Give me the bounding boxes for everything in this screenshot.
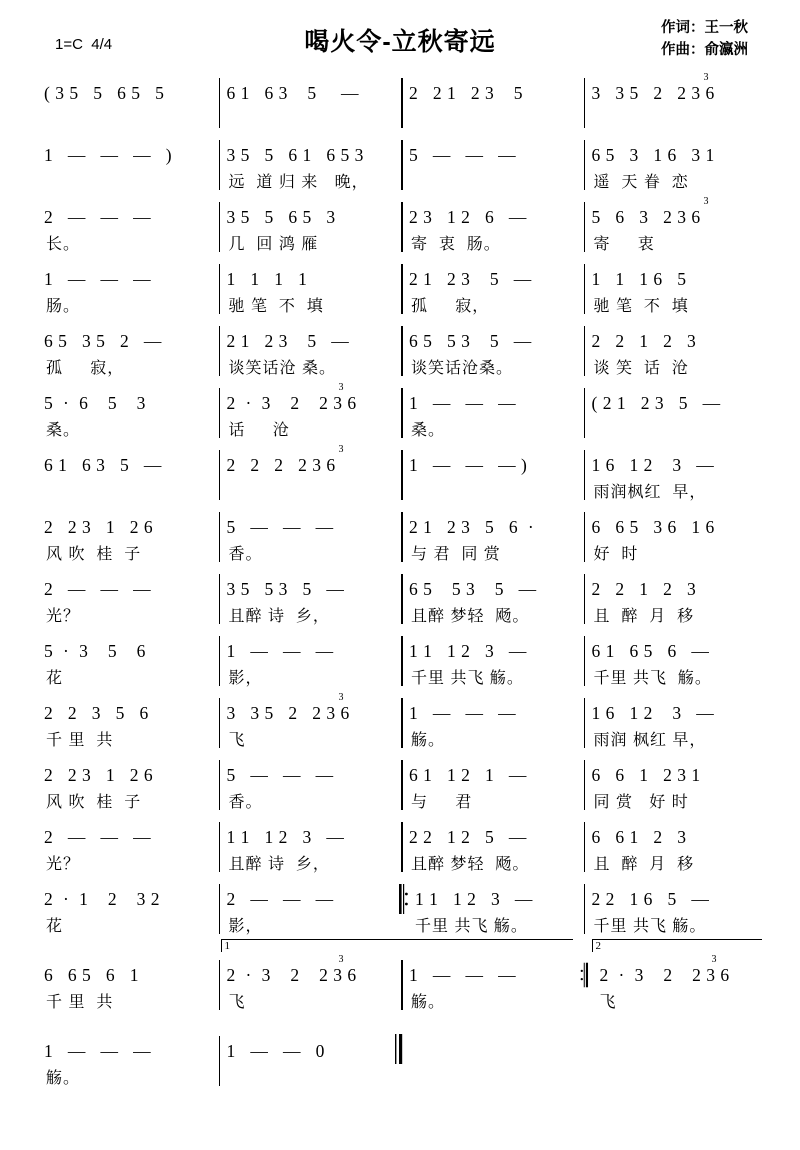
lyric-line: 千里 共飞 觞。 bbox=[411, 669, 524, 687]
measure bbox=[584, 818, 767, 880]
measure bbox=[584, 880, 767, 942]
lyric-line: 觞。 bbox=[46, 1069, 81, 1087]
lyric-line: 光？ bbox=[46, 855, 81, 873]
note-line: 2 — — — bbox=[226, 889, 334, 909]
note-line: 6 6 1 2 3 bbox=[591, 827, 687, 847]
measure bbox=[219, 570, 402, 632]
lyric-line bbox=[219, 476, 402, 504]
lyric-line bbox=[584, 1062, 767, 1090]
measure bbox=[219, 198, 402, 260]
note-line: 6 5 5 3 5 — bbox=[409, 331, 532, 351]
note-line: 1 1 1 6 5 bbox=[591, 269, 687, 289]
note-line: 6 6 5 6 1 bbox=[44, 965, 139, 985]
lyric-line: 遥 天 眷 恋 bbox=[593, 173, 689, 191]
lyric-line: 千里 共飞 觞。 bbox=[415, 917, 528, 935]
staff-row bbox=[36, 880, 766, 942]
lyric-line: 谈笑话沧桑。 bbox=[411, 359, 514, 377]
credits bbox=[661, 18, 748, 62]
staff-row bbox=[36, 136, 766, 198]
measure bbox=[584, 136, 767, 198]
measure bbox=[219, 384, 402, 446]
note-line: 1 — — — ) bbox=[409, 455, 528, 475]
lyricist: 作词：王一秋 bbox=[661, 20, 748, 36]
measure bbox=[36, 446, 219, 508]
measure bbox=[36, 508, 219, 570]
note-line: 5 — — — bbox=[409, 145, 517, 165]
lyric-line: 影， bbox=[228, 669, 263, 687]
note-line: ( 3 5 5 6 5 5 bbox=[44, 83, 165, 103]
note-line: 2 1 2 3 5 — bbox=[226, 331, 350, 351]
note-line: 2 2 3 1 2 6 bbox=[44, 765, 154, 785]
measure bbox=[219, 694, 402, 756]
lyric-line: 飞 bbox=[228, 993, 246, 1011]
measure bbox=[219, 756, 402, 818]
triplet-mark: 3 bbox=[711, 954, 717, 965]
measure bbox=[219, 322, 402, 384]
note-line: 1 6 1 2 3 — bbox=[591, 455, 715, 475]
note-line: 3 3 5 2 2 3 6 bbox=[591, 83, 715, 103]
measure bbox=[36, 260, 219, 322]
lyric-line bbox=[401, 1062, 584, 1090]
note-line: 6 1 6 3 5 — bbox=[44, 455, 162, 475]
note-line: 2 2 1 2 5 — bbox=[409, 827, 527, 847]
repeat-start-icon bbox=[399, 882, 408, 916]
volta-1: 1 bbox=[221, 939, 573, 952]
sheet-header bbox=[0, 0, 800, 70]
lyric-line: 且醉 诗 乡， bbox=[228, 855, 330, 873]
note-line: 5 · 3 5 6 bbox=[44, 641, 146, 661]
lyric-line: 几 回 鸿 雁 bbox=[228, 235, 319, 253]
note-line: 2 2 3 1 2 6 bbox=[44, 517, 154, 537]
measure bbox=[401, 136, 584, 198]
measure bbox=[36, 322, 219, 384]
lyric-line: 且醉 诗 乡， bbox=[228, 607, 330, 625]
staff-row bbox=[36, 74, 766, 136]
lyric-line: 飞 bbox=[599, 993, 617, 1011]
note-line: 1 1 1 2 3 — bbox=[415, 889, 533, 909]
lyric-line: 飞 bbox=[228, 731, 246, 749]
measure bbox=[584, 632, 767, 694]
staff-row bbox=[36, 198, 766, 260]
measure bbox=[584, 940, 767, 1018]
triplet-mark: 3 bbox=[338, 444, 344, 455]
note-line: 3 5 5 6 5 3 bbox=[226, 207, 336, 227]
note-line: 1 — — — bbox=[409, 703, 517, 723]
lyric-line: 雨润 枫红 早， bbox=[593, 731, 707, 749]
measure bbox=[401, 260, 584, 322]
lyric-line: 肠。 bbox=[46, 297, 81, 315]
note-line: 2 2 1 2 3 5 bbox=[409, 83, 523, 103]
measure bbox=[219, 940, 402, 1018]
measure bbox=[219, 260, 402, 322]
staff-row bbox=[36, 322, 766, 384]
measure bbox=[401, 508, 584, 570]
measure bbox=[219, 74, 402, 136]
note-line: 6 5 5 3 5 — bbox=[409, 579, 537, 599]
measure bbox=[584, 74, 767, 136]
lyric-line: 孤 寂， bbox=[411, 297, 490, 315]
lyric-line: 驰 笔 不 填 bbox=[228, 297, 324, 315]
staff-row bbox=[36, 508, 766, 570]
lyric-line bbox=[401, 104, 584, 132]
triplet-mark: 3 bbox=[338, 692, 344, 703]
lyric-line: 影， bbox=[228, 917, 263, 935]
lyric-line: 香。 bbox=[228, 793, 263, 811]
lyric-line bbox=[401, 476, 584, 504]
note-line: ( 2 1 2 3 5 — bbox=[591, 393, 721, 413]
measure bbox=[36, 818, 219, 880]
measure bbox=[401, 74, 584, 136]
note-line: 2 1 2 3 5 6 · bbox=[409, 517, 535, 537]
note-line: 6 5 3 5 2 — bbox=[44, 331, 162, 351]
note-line: 2 2 1 2 3 bbox=[591, 331, 697, 351]
measure bbox=[36, 384, 219, 446]
measure bbox=[401, 446, 584, 508]
lyric-line: 桑。 bbox=[46, 421, 81, 439]
measure bbox=[36, 198, 219, 260]
note-line: 5 6 3 2 3 6 bbox=[591, 207, 701, 227]
staff-row bbox=[36, 756, 766, 818]
measure bbox=[584, 570, 767, 632]
note-line: 2 2 1 2 3 bbox=[591, 579, 697, 599]
lyric-line: 千 里 共 bbox=[46, 993, 114, 1011]
measure bbox=[584, 446, 767, 508]
note-line: 1 — — — bbox=[409, 965, 517, 985]
volta-2: 2 bbox=[592, 939, 762, 952]
lyric-line: 觞。 bbox=[411, 993, 446, 1011]
page-title: 喝火令-立秋寄远 bbox=[304, 28, 496, 56]
staff-row bbox=[36, 446, 766, 508]
note-line: 5 · 6 5 3 bbox=[44, 393, 146, 413]
note-line: 1 — — — bbox=[226, 641, 334, 661]
note-line: 2 2 2 2 3 6 bbox=[226, 455, 336, 475]
note-line: 3 3 5 2 2 3 6 bbox=[226, 703, 350, 723]
note-line: 1 6 1 2 3 — bbox=[591, 703, 715, 723]
lyric-line: 千里 共飞 觞。 bbox=[593, 917, 707, 935]
lyric-line: 话 沧 bbox=[228, 421, 290, 439]
staff-row bbox=[36, 694, 766, 756]
measure bbox=[401, 570, 584, 632]
note-line: 2 3 1 2 6 — bbox=[409, 207, 527, 227]
note-line: 5 — — — bbox=[226, 517, 334, 537]
measure bbox=[219, 446, 402, 508]
staff-row bbox=[36, 384, 766, 446]
measure bbox=[401, 322, 584, 384]
composer: 作曲：俞瀛洲 bbox=[661, 41, 748, 58]
measure bbox=[401, 384, 584, 446]
staff-row bbox=[36, 1032, 766, 1094]
lyric-line: 好 时 bbox=[593, 545, 639, 563]
note-line: 3 5 5 3 5 — bbox=[226, 579, 345, 599]
note-line: 2 · 1 2 3 2 bbox=[44, 889, 160, 909]
note-line: 2 1 2 3 5 — bbox=[409, 269, 532, 289]
measure bbox=[584, 756, 767, 818]
measure bbox=[584, 260, 767, 322]
measure bbox=[36, 956, 219, 1018]
note-line: 2 · 3 2 2 3 6 bbox=[599, 965, 730, 985]
lyric-line bbox=[584, 104, 767, 132]
staff-row bbox=[36, 570, 766, 632]
measure bbox=[401, 880, 584, 942]
measure bbox=[401, 632, 584, 694]
lyric-line bbox=[36, 166, 219, 194]
triplet-mark: 3 bbox=[703, 72, 709, 83]
note-line: 3 5 5 6 1 6 5 3 bbox=[226, 145, 364, 165]
note-line: 1 — — 0 bbox=[226, 1041, 325, 1061]
lyric-line: 驰 笔 不 填 bbox=[593, 297, 689, 315]
lyric-line: 桑。 bbox=[411, 421, 446, 439]
staff-row bbox=[36, 632, 766, 694]
lyric-line bbox=[219, 104, 402, 132]
note-line: 6 6 5 3 6 1 6 bbox=[591, 517, 715, 537]
lyric-line: 花 bbox=[46, 917, 64, 935]
key-signature: 1=C 4/4 bbox=[55, 36, 113, 53]
note-line: 5 — — — bbox=[226, 765, 334, 785]
lyric-line: 雨润枫红 早， bbox=[593, 483, 707, 501]
lyric-line: 且 醉 月 移 bbox=[593, 855, 695, 873]
staff-row bbox=[36, 940, 766, 1018]
measure bbox=[36, 570, 219, 632]
measure bbox=[36, 74, 219, 136]
triplet-mark: 3 bbox=[338, 382, 344, 393]
measure bbox=[401, 198, 584, 260]
note-line: 1 1 1 2 3 — bbox=[409, 641, 527, 661]
lyric-line bbox=[584, 414, 767, 442]
lyric-line bbox=[36, 476, 219, 504]
lyric-line: 光？ bbox=[46, 607, 81, 625]
measure bbox=[36, 694, 219, 756]
note-line: 2 — — — bbox=[44, 207, 152, 227]
note-line: 1 — — — ) bbox=[44, 145, 173, 165]
lyric-line bbox=[219, 1062, 402, 1090]
note-line: 1 — — — bbox=[409, 393, 517, 413]
lyric-line: 与 君 bbox=[411, 793, 473, 811]
measure bbox=[584, 322, 767, 384]
note-line: 6 1 6 5 6 — bbox=[591, 641, 710, 661]
measure bbox=[401, 694, 584, 756]
lyric-line: 谈 笑 话 沧 bbox=[593, 359, 689, 377]
repeat-end-icon bbox=[580, 958, 589, 992]
note-line: 2 — — — bbox=[44, 827, 152, 847]
note-line: 2 · 3 2 2 3 6 bbox=[226, 965, 357, 985]
measure bbox=[584, 198, 767, 260]
note-line: 6 5 3 1 6 3 1 bbox=[591, 145, 715, 165]
note-line: 6 1 6 3 5 — bbox=[226, 83, 359, 103]
lyric-line: 长。 bbox=[46, 235, 81, 253]
measure bbox=[36, 1032, 219, 1094]
lyric-line: 风 吹 桂 子 bbox=[46, 545, 142, 563]
measure bbox=[219, 632, 402, 694]
note-line: 6 1 1 2 1 — bbox=[409, 765, 527, 785]
note-line: 1 — — — bbox=[44, 1041, 152, 1061]
measure bbox=[219, 508, 402, 570]
lyric-line: 同 赏 好 时 bbox=[593, 793, 689, 811]
measure bbox=[219, 1032, 402, 1094]
note-line: 1 1 1 1 bbox=[226, 269, 308, 289]
measure bbox=[219, 136, 402, 198]
note-line: 2 2 3 5 6 bbox=[44, 703, 149, 723]
staff-row bbox=[36, 260, 766, 322]
note-line: 2 — — — bbox=[44, 579, 152, 599]
measure bbox=[219, 880, 402, 942]
measure bbox=[401, 956, 584, 1018]
lyric-line: 花 bbox=[46, 669, 64, 687]
measure bbox=[401, 1032, 584, 1094]
note-line: 2 2 1 6 5 — bbox=[591, 889, 710, 909]
staff-row bbox=[36, 818, 766, 880]
measure bbox=[584, 508, 767, 570]
note-line bbox=[401, 1032, 584, 1062]
triplet-mark: 3 bbox=[703, 196, 709, 207]
lyric-line: 且醉 梦轻 飏。 bbox=[411, 855, 530, 873]
measure bbox=[584, 1032, 767, 1094]
note-line: 1 1 1 2 3 — bbox=[226, 827, 345, 847]
lyric-line: 且 醉 月 移 bbox=[593, 607, 695, 625]
lyric-line: 且醉 梦轻 飏。 bbox=[411, 607, 530, 625]
measure bbox=[584, 384, 767, 446]
staff-container bbox=[36, 74, 766, 1094]
measure bbox=[36, 136, 219, 198]
measure bbox=[219, 818, 402, 880]
measure bbox=[401, 756, 584, 818]
measure bbox=[584, 694, 767, 756]
lyric-line: 千 里 共 bbox=[46, 731, 114, 749]
lyric-line: 谈笑话沧 桑。 bbox=[228, 359, 336, 377]
lyric-line: 千里 共飞 觞。 bbox=[593, 669, 712, 687]
measure bbox=[36, 632, 219, 694]
lyric-line bbox=[401, 166, 584, 194]
note-line bbox=[584, 1032, 767, 1062]
measure bbox=[36, 880, 219, 942]
lyric-line: 风 吹 桂 子 bbox=[46, 793, 142, 811]
note-line: 2 · 3 2 2 3 6 bbox=[226, 393, 357, 413]
triplet-mark: 3 bbox=[338, 954, 344, 965]
measure bbox=[36, 756, 219, 818]
lyric-line: 与 君 同 赏 bbox=[411, 545, 501, 563]
lyric-line bbox=[36, 104, 219, 132]
lyric-line: 觞。 bbox=[411, 731, 446, 749]
lyric-line: 远 道 归 来 晚， bbox=[228, 173, 369, 191]
lyric-line: 寄 衷 bbox=[593, 235, 655, 253]
note-line: 1 — — — bbox=[44, 269, 152, 289]
lyric-line: 香。 bbox=[228, 545, 263, 563]
lyric-line: 孤 寂， bbox=[46, 359, 125, 377]
lyric-line: 寄 衷 肠。 bbox=[411, 235, 501, 253]
measure bbox=[401, 818, 584, 880]
note-line: 6 6 1 2 3 1 bbox=[591, 765, 701, 785]
